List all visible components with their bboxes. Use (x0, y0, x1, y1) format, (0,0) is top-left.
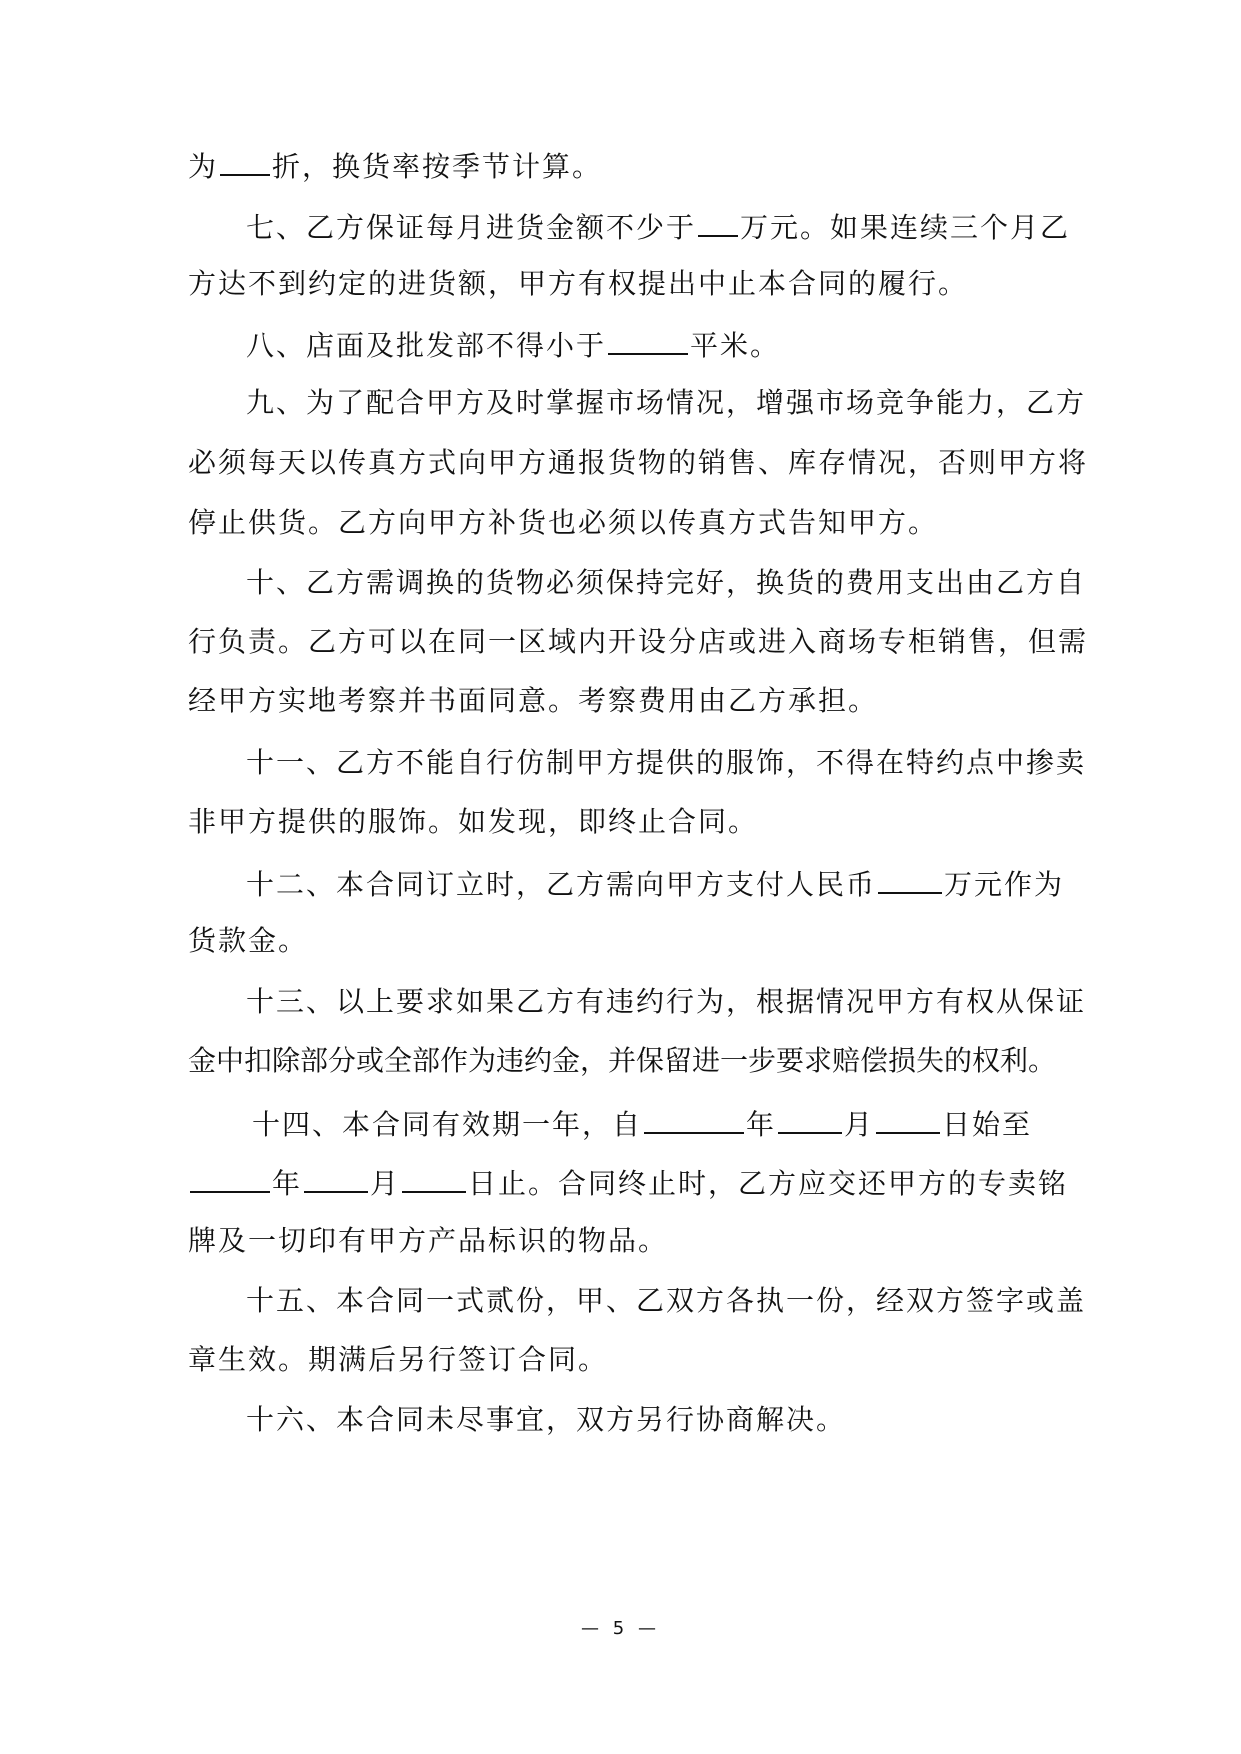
text-line: 货款金。 (188, 924, 309, 957)
text-line: 必须每天以传真方式向甲方通报货物的销售、库存情况，否则甲方将 (188, 446, 1089, 479)
text-line: 年 月 日止。合同终止时，乙方应交还甲方的专卖铭 (188, 1161, 1068, 1201)
fill-in-blank (190, 1161, 270, 1193)
text-line: 金中扣除部分或全部作为违约金，并保留进一步要求赔偿损失的权利。 (188, 1044, 1057, 1077)
text-line: 为 折，换货率按季节计算。 (188, 144, 1068, 184)
fill-in-blank (608, 323, 688, 355)
fill-in-blank (644, 1102, 744, 1134)
clause-10: 十、乙方需调换的货物必须保持完好，换货的费用支出由乙方自 (246, 566, 1087, 599)
page-number: — 5 — (581, 1618, 660, 1639)
fill-in-blank (876, 1102, 940, 1134)
fill-in-blank (402, 1161, 466, 1193)
fill-in-blank (878, 862, 942, 894)
text-line: 牌及一切印有甲方产品标识的物品。 (188, 1224, 669, 1257)
fill-in-blank (698, 205, 738, 237)
clause-13: 十三、以上要求如果乙方有违约行为，根据情况甲方有权从保证 (246, 985, 1087, 1018)
clause-14: 十四、本合同有效期一年，自 年 月 日始至 (252, 1102, 1068, 1142)
clause-16: 十六、本合同未尽事宜，双方另行协商解决。 (246, 1403, 847, 1436)
clause-15: 十五、本合同一式贰份，甲、乙双方各执一份，经双方签字或盖 (246, 1284, 1087, 1317)
clause-11: 十一、乙方不能自行仿制甲方提供的服饰，不得在特约点中掺卖 (246, 746, 1087, 779)
fill-in-blank (220, 144, 270, 176)
text-line: 行负责。乙方可以在同一区域内开设分店或进入商场专柜销售，但需 (188, 625, 1089, 658)
fill-in-blank (778, 1102, 842, 1134)
clause-9: 九、为了配合甲方及时掌握市场情况，增强市场竞争能力，乙方 (246, 386, 1087, 419)
text-line: 非甲方提供的服饰。如发现，即终止合同。 (188, 805, 759, 838)
text-line: 经甲方实地考察并书面同意。考察费用由乙方承担。 (188, 684, 879, 717)
clause-8: 八、店面及批发部不得小于 平米。 (246, 323, 1068, 363)
text-line: 停止供货。乙方向甲方补货也必须以传真方式告知甲方。 (188, 506, 939, 539)
clause-12: 十二、本合同订立时，乙方需向甲方支付人民币 万元作为 (246, 862, 1068, 902)
text-line: 章生效。期满后另行签订合同。 (188, 1343, 609, 1376)
fill-in-blank (304, 1161, 368, 1193)
clause-7: 七、乙方保证每月进货金额不少于 万元。如果连续三个月乙 (246, 205, 1068, 245)
text-line: 方达不到约定的进货额，甲方有权提出中止本合同的履行。 (188, 267, 969, 300)
